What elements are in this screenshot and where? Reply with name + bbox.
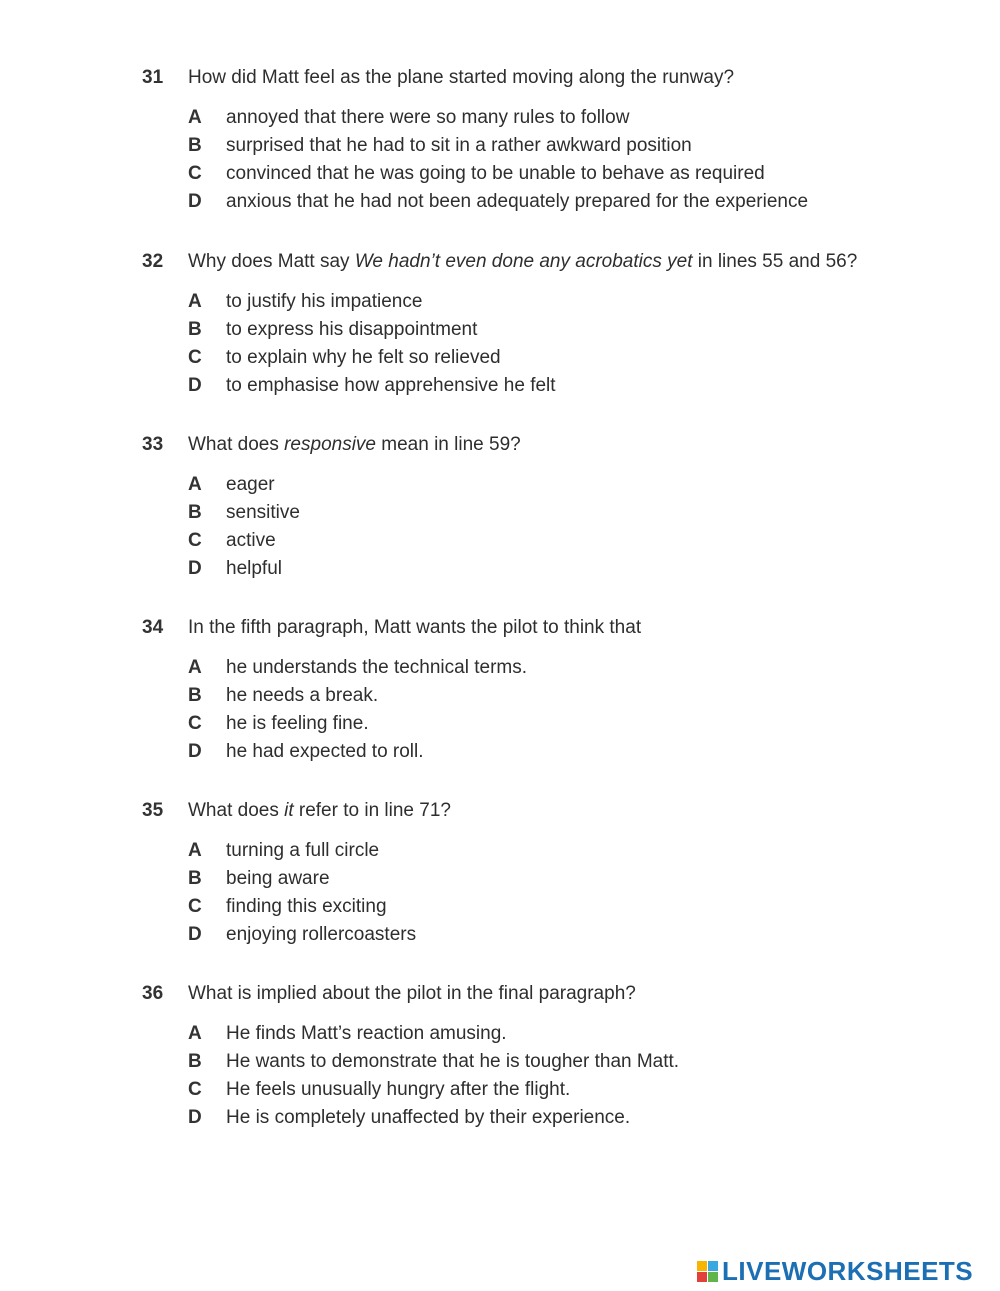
option-text: annoyed that there were so many rules to follow <box>226 107 630 128</box>
liveworksheets-logo[interactable] <box>697 1256 973 1286</box>
question-number: 31 <box>142 67 164 88</box>
answer-options <box>142 1020 962 1132</box>
answer-option-a[interactable] <box>188 654 962 682</box>
question-header <box>142 250 962 274</box>
option-text: to justify his impatience <box>226 291 423 312</box>
logo-text: LIVEWORKSHEETS <box>722 1255 974 1286</box>
question-text-segment: How did Matt feel as the plane started moving along the runway? <box>188 67 735 88</box>
option-text: eager <box>226 474 275 495</box>
logo-block-red <box>697 1272 707 1282</box>
question-header <box>142 433 962 457</box>
option-text: He feels unusually hungry after the flight. <box>226 1079 571 1100</box>
answer-option-a[interactable] <box>188 1020 962 1048</box>
question-text-italic: responsive <box>284 434 376 455</box>
option-letter: C <box>188 163 202 184</box>
question-number: 32 <box>142 251 164 272</box>
answer-option-d[interactable] <box>188 555 962 583</box>
question-header <box>142 982 962 1006</box>
option-text: anxious that he had not been adequately prepared for the experience <box>226 191 809 212</box>
option-text: He is completely unaffected by their experience. <box>226 1107 631 1128</box>
answer-option-c[interactable] <box>188 1076 962 1104</box>
question-text-segment: in lines 55 and 56? <box>692 251 858 272</box>
option-letter: C <box>188 1079 202 1100</box>
question-header <box>142 799 962 823</box>
answer-option-d[interactable] <box>188 921 962 949</box>
answer-options <box>142 654 962 766</box>
option-text: active <box>226 530 276 551</box>
option-letter: B <box>188 319 202 340</box>
option-letter: D <box>188 924 202 945</box>
question-text-segment: refer to in line 71? <box>293 800 451 821</box>
question-number: 33 <box>142 434 164 455</box>
question-number: 35 <box>142 800 164 821</box>
question-text <box>188 66 734 90</box>
option-text: to emphasise how apprehensive he felt <box>226 375 556 396</box>
option-text: He wants to demonstrate that he is tougher than Matt. <box>226 1051 680 1072</box>
option-letter: B <box>188 685 202 706</box>
question-number: 34 <box>142 617 164 638</box>
answer-options <box>142 471 962 583</box>
answer-option-b[interactable] <box>188 865 962 893</box>
answer-option-d[interactable] <box>188 372 962 400</box>
option-letter: D <box>188 558 202 579</box>
answer-option-a[interactable] <box>188 471 962 499</box>
option-text: turning a full circle <box>226 840 380 861</box>
question-text <box>188 616 641 640</box>
option-letter: A <box>188 107 202 128</box>
option-letter: D <box>188 191 202 212</box>
question-text-italic: it <box>284 800 294 821</box>
answer-option-b[interactable] <box>188 1048 962 1076</box>
option-letter: C <box>188 347 202 368</box>
question-32 <box>142 250 962 400</box>
question-text <box>188 250 857 274</box>
answer-option-d[interactable] <box>188 738 962 766</box>
question-text-segment: What does <box>188 800 285 821</box>
question-36 <box>142 982 962 1132</box>
answer-option-c[interactable] <box>188 710 962 738</box>
answer-option-a[interactable] <box>188 837 962 865</box>
logo-block-green <box>708 1272 718 1282</box>
question-text <box>188 799 451 823</box>
answer-option-c[interactable] <box>188 160 962 188</box>
answer-option-b[interactable] <box>188 316 962 344</box>
option-text: being aware <box>226 868 330 889</box>
question-number: 36 <box>142 983 164 1004</box>
question-text-segment: What is implied about the pilot in the final paragraph? <box>188 983 636 1004</box>
question-text-segment: Why does Matt say <box>188 251 355 272</box>
question-text-segment: What does <box>188 434 285 455</box>
option-letter: D <box>188 375 202 396</box>
question-text-segment: mean in line 59? <box>376 434 521 455</box>
option-text: to explain why he felt so relieved <box>226 347 501 368</box>
question-text <box>188 982 636 1006</box>
liveworksheets-logo-icon <box>697 1261 718 1282</box>
answer-option-b[interactable] <box>188 499 962 527</box>
answer-option-d[interactable] <box>188 188 962 216</box>
option-letter: A <box>188 291 202 312</box>
option-letter: A <box>188 474 202 495</box>
option-letter: B <box>188 135 202 156</box>
option-letter: B <box>188 1051 202 1072</box>
answer-options <box>142 288 962 400</box>
question-header <box>142 66 962 90</box>
option-letter: C <box>188 530 202 551</box>
option-text: helpful <box>226 558 282 579</box>
question-text-segment: In the fifth paragraph, Matt wants the pilot to think that <box>188 617 642 638</box>
answer-option-b[interactable] <box>188 132 962 160</box>
option-letter: D <box>188 741 202 762</box>
answer-options <box>142 104 962 216</box>
option-letter: A <box>188 1023 202 1044</box>
logo-block-blue <box>708 1261 718 1271</box>
option-text: he had expected to roll. <box>226 741 424 762</box>
question-33 <box>142 433 962 583</box>
option-text: surprised that he had to sit in a rather awkward position <box>226 135 692 156</box>
answer-option-b[interactable] <box>188 682 962 710</box>
answer-option-a[interactable] <box>188 288 962 316</box>
option-text: he is feeling fine. <box>226 713 369 734</box>
option-text: enjoying rollercoasters <box>226 924 417 945</box>
option-text: convinced that he was going to be unable to behave as required <box>226 163 765 184</box>
question-text-italic: We hadn’t even done any acrobatics yet <box>354 251 693 272</box>
answer-option-a[interactable] <box>188 104 962 132</box>
answer-option-c[interactable] <box>188 893 962 921</box>
option-letter: A <box>188 840 202 861</box>
question-text <box>188 433 521 457</box>
answer-option-c[interactable] <box>188 527 962 555</box>
option-letter: B <box>188 868 202 889</box>
answer-options <box>142 837 962 949</box>
question-31 <box>142 66 962 216</box>
answer-option-d[interactable] <box>188 1104 962 1132</box>
question-35 <box>142 799 962 949</box>
option-letter: A <box>188 657 202 678</box>
option-text: sensitive <box>226 502 300 523</box>
option-text: to express his disappointment <box>226 319 478 340</box>
option-letter: C <box>188 896 202 917</box>
question-header <box>142 616 962 640</box>
option-text: finding this exciting <box>226 896 387 917</box>
option-text: he needs a break. <box>226 685 379 706</box>
option-letter: D <box>188 1107 202 1128</box>
logo-block-yellow <box>697 1261 707 1271</box>
option-letter: C <box>188 713 202 734</box>
question-34 <box>142 616 962 766</box>
answer-option-c[interactable] <box>188 344 962 372</box>
option-text: he understands the technical terms. <box>226 657 528 678</box>
option-letter: B <box>188 502 202 523</box>
option-text: He finds Matt’s reaction amusing. <box>226 1023 507 1044</box>
